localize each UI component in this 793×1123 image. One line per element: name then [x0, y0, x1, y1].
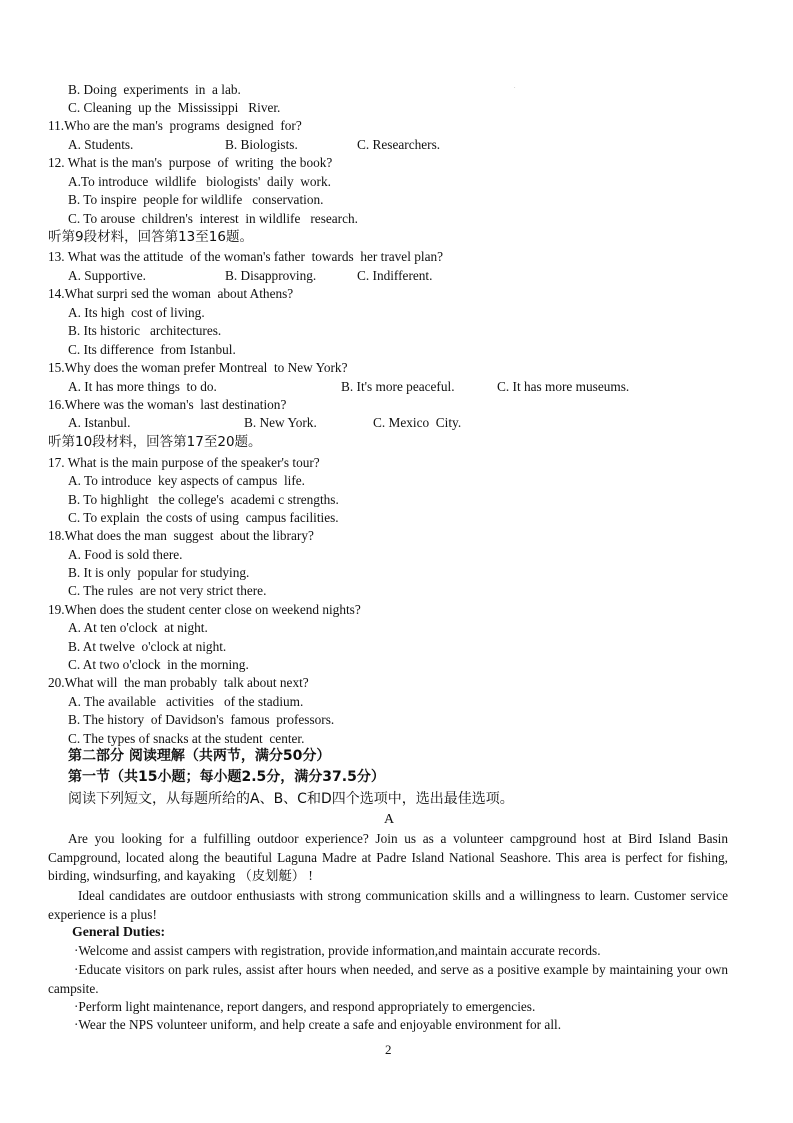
q14-stem: 14.What surpri sed the woman about Athens? [48, 286, 294, 301]
duty-2-text: ·Educate visitors on park rules, assist after hours when needed, and serve as a positive example by maintaining your own campsite. [48, 962, 728, 996]
part-2-title: 第二部分 阅读理解（共两节，满分50分） [68, 748, 331, 764]
q19-option-c: C. At two o'clock in the morning. [68, 657, 249, 672]
q12-option-a: A.To introduce wildlife biologists' daily work. [68, 174, 331, 189]
section-10-instruction: 听第10段材料，回答第17至20题。 [48, 434, 262, 450]
q20-option-b: B. The history of Davidson's famous professors. [68, 712, 335, 727]
q10-option-b: B. Doing experiments in a lab. [68, 82, 241, 97]
q19-option-b: B. At twelve o'clock at night. [68, 639, 227, 654]
q16-option-c: C. Mexico City. [373, 415, 462, 430]
duty-3 [48, 998, 728, 1017]
duty-1 [48, 942, 728, 961]
q16-stem: 16.Where was the woman's last destination? [48, 397, 287, 412]
q15-option-b: B. It's more peaceful. [341, 379, 455, 394]
q15-option-a: A. It has more things to do. [68, 379, 217, 394]
q14-option-a: A. Its high cost of living. [68, 305, 205, 320]
q19-option-a: A. At ten o'clock at night. [68, 620, 208, 635]
q13-option-b: B. Disapproving. [225, 268, 317, 283]
q20-option-a: A. The available activities of the stadium. [68, 694, 304, 709]
duty-3-text: ·Perform light maintenance, report dangers, and respond appropriately to emergencies. [74, 999, 536, 1014]
q18-stem: 18.What does the man suggest about the library? [48, 528, 314, 543]
duty-2 [48, 961, 728, 998]
stray-mark: . [514, 84, 516, 90]
q14-option-b: B. Its historic architectures. [68, 323, 222, 338]
q15-stem: 15.Why does the woman prefer Montreal to New York? [48, 360, 348, 375]
q11-option-a: A. Students. [68, 137, 134, 152]
q11-option-b: B. Biologists. [225, 137, 298, 152]
section-1-title: 第一节（共15小题；每小题2.5分，满分37.5分） [68, 769, 385, 785]
page-number: 2 [385, 1042, 392, 1057]
duty-4 [48, 1016, 728, 1035]
q13-option-c: C. Indifferent. [357, 268, 433, 283]
q14-option-c: C. Its difference from Istanbul. [68, 342, 236, 357]
passage-paragraph-2 [48, 887, 728, 924]
q12-stem: 12. What is the man's purpose of writing the book? [48, 155, 333, 170]
section-9-instruction: 听第9段材料，回答第13至16题。 [48, 229, 253, 245]
q11-stem: 11.Who are the man's programs designed for? [48, 118, 302, 133]
q17-stem: 17. What is the main purpose of the speaker's tour? [48, 455, 320, 470]
q18-option-a: A. Food is sold there. [68, 547, 183, 562]
q10-option-c: C. Cleaning up the Mississippi River. [68, 100, 281, 115]
q19-stem: 19.When does the student center close on weekend nights? [48, 602, 361, 617]
duty-1-text: ·Welcome and assist campers with registration, provide information,and maintain accurate records. [74, 943, 601, 958]
reading-instruction: 阅读下列短文，从每题所给的A、B、C和D四个选项中，选出最佳选项。 [68, 791, 514, 807]
q13-stem: 13. What was the attitude of the woman's father towards her travel plan? [48, 249, 444, 264]
q18-option-c: C. The rules are not very strict there. [68, 583, 267, 598]
q15-option-c: C. It has more museums. [497, 379, 630, 394]
duties-heading: General Duties: [72, 924, 166, 939]
q12-option-b: B. To inspire people for wildlife conservation. [68, 192, 324, 207]
q17-option-b: B. To highlight the college's academi c strengths. [68, 492, 339, 507]
passage-paragraph-1-text: Are you looking for a fulfilling outdoor experience? Join us as a volunteer campground host at Bird Island Basin Campground, located along the beautiful Laguna Madre at Padre Island National Seashore. This area is perfect for fishing, birding, windsurfing, and kayaking （皮划艇） ! [48, 831, 728, 884]
q13-option-a: A. Supportive. [68, 268, 146, 283]
q20-stem: 20.What will the man probably talk about next? [48, 675, 309, 690]
passage-paragraph-1 [48, 830, 728, 886]
passage-letter: A [384, 812, 395, 827]
duty-4-text: ·Wear the NPS volunteer uniform, and help create a safe and enjoyable environment for all. [74, 1017, 562, 1032]
q17-option-a: A. To introduce key aspects of campus life. [68, 473, 305, 488]
passage-paragraph-2-text: Ideal candidates are outdoor enthusiasts with strong communication skills and a willingness to learn. Customer service experience is a plus! [48, 888, 728, 922]
q16-option-a: A. Istanbul. [68, 415, 131, 430]
q20-option-c: C. The types of snacks at the student center. [68, 731, 305, 746]
q12-option-c: C. To arouse children's interest in wildlife research. [68, 211, 358, 226]
q17-option-c: C. To explain the costs of using campus facilities. [68, 510, 339, 525]
q18-option-b: B. It is only popular for studying. [68, 565, 250, 580]
q16-option-b: B. New York. [244, 415, 317, 430]
q11-option-c: C. Researchers. [357, 137, 441, 152]
